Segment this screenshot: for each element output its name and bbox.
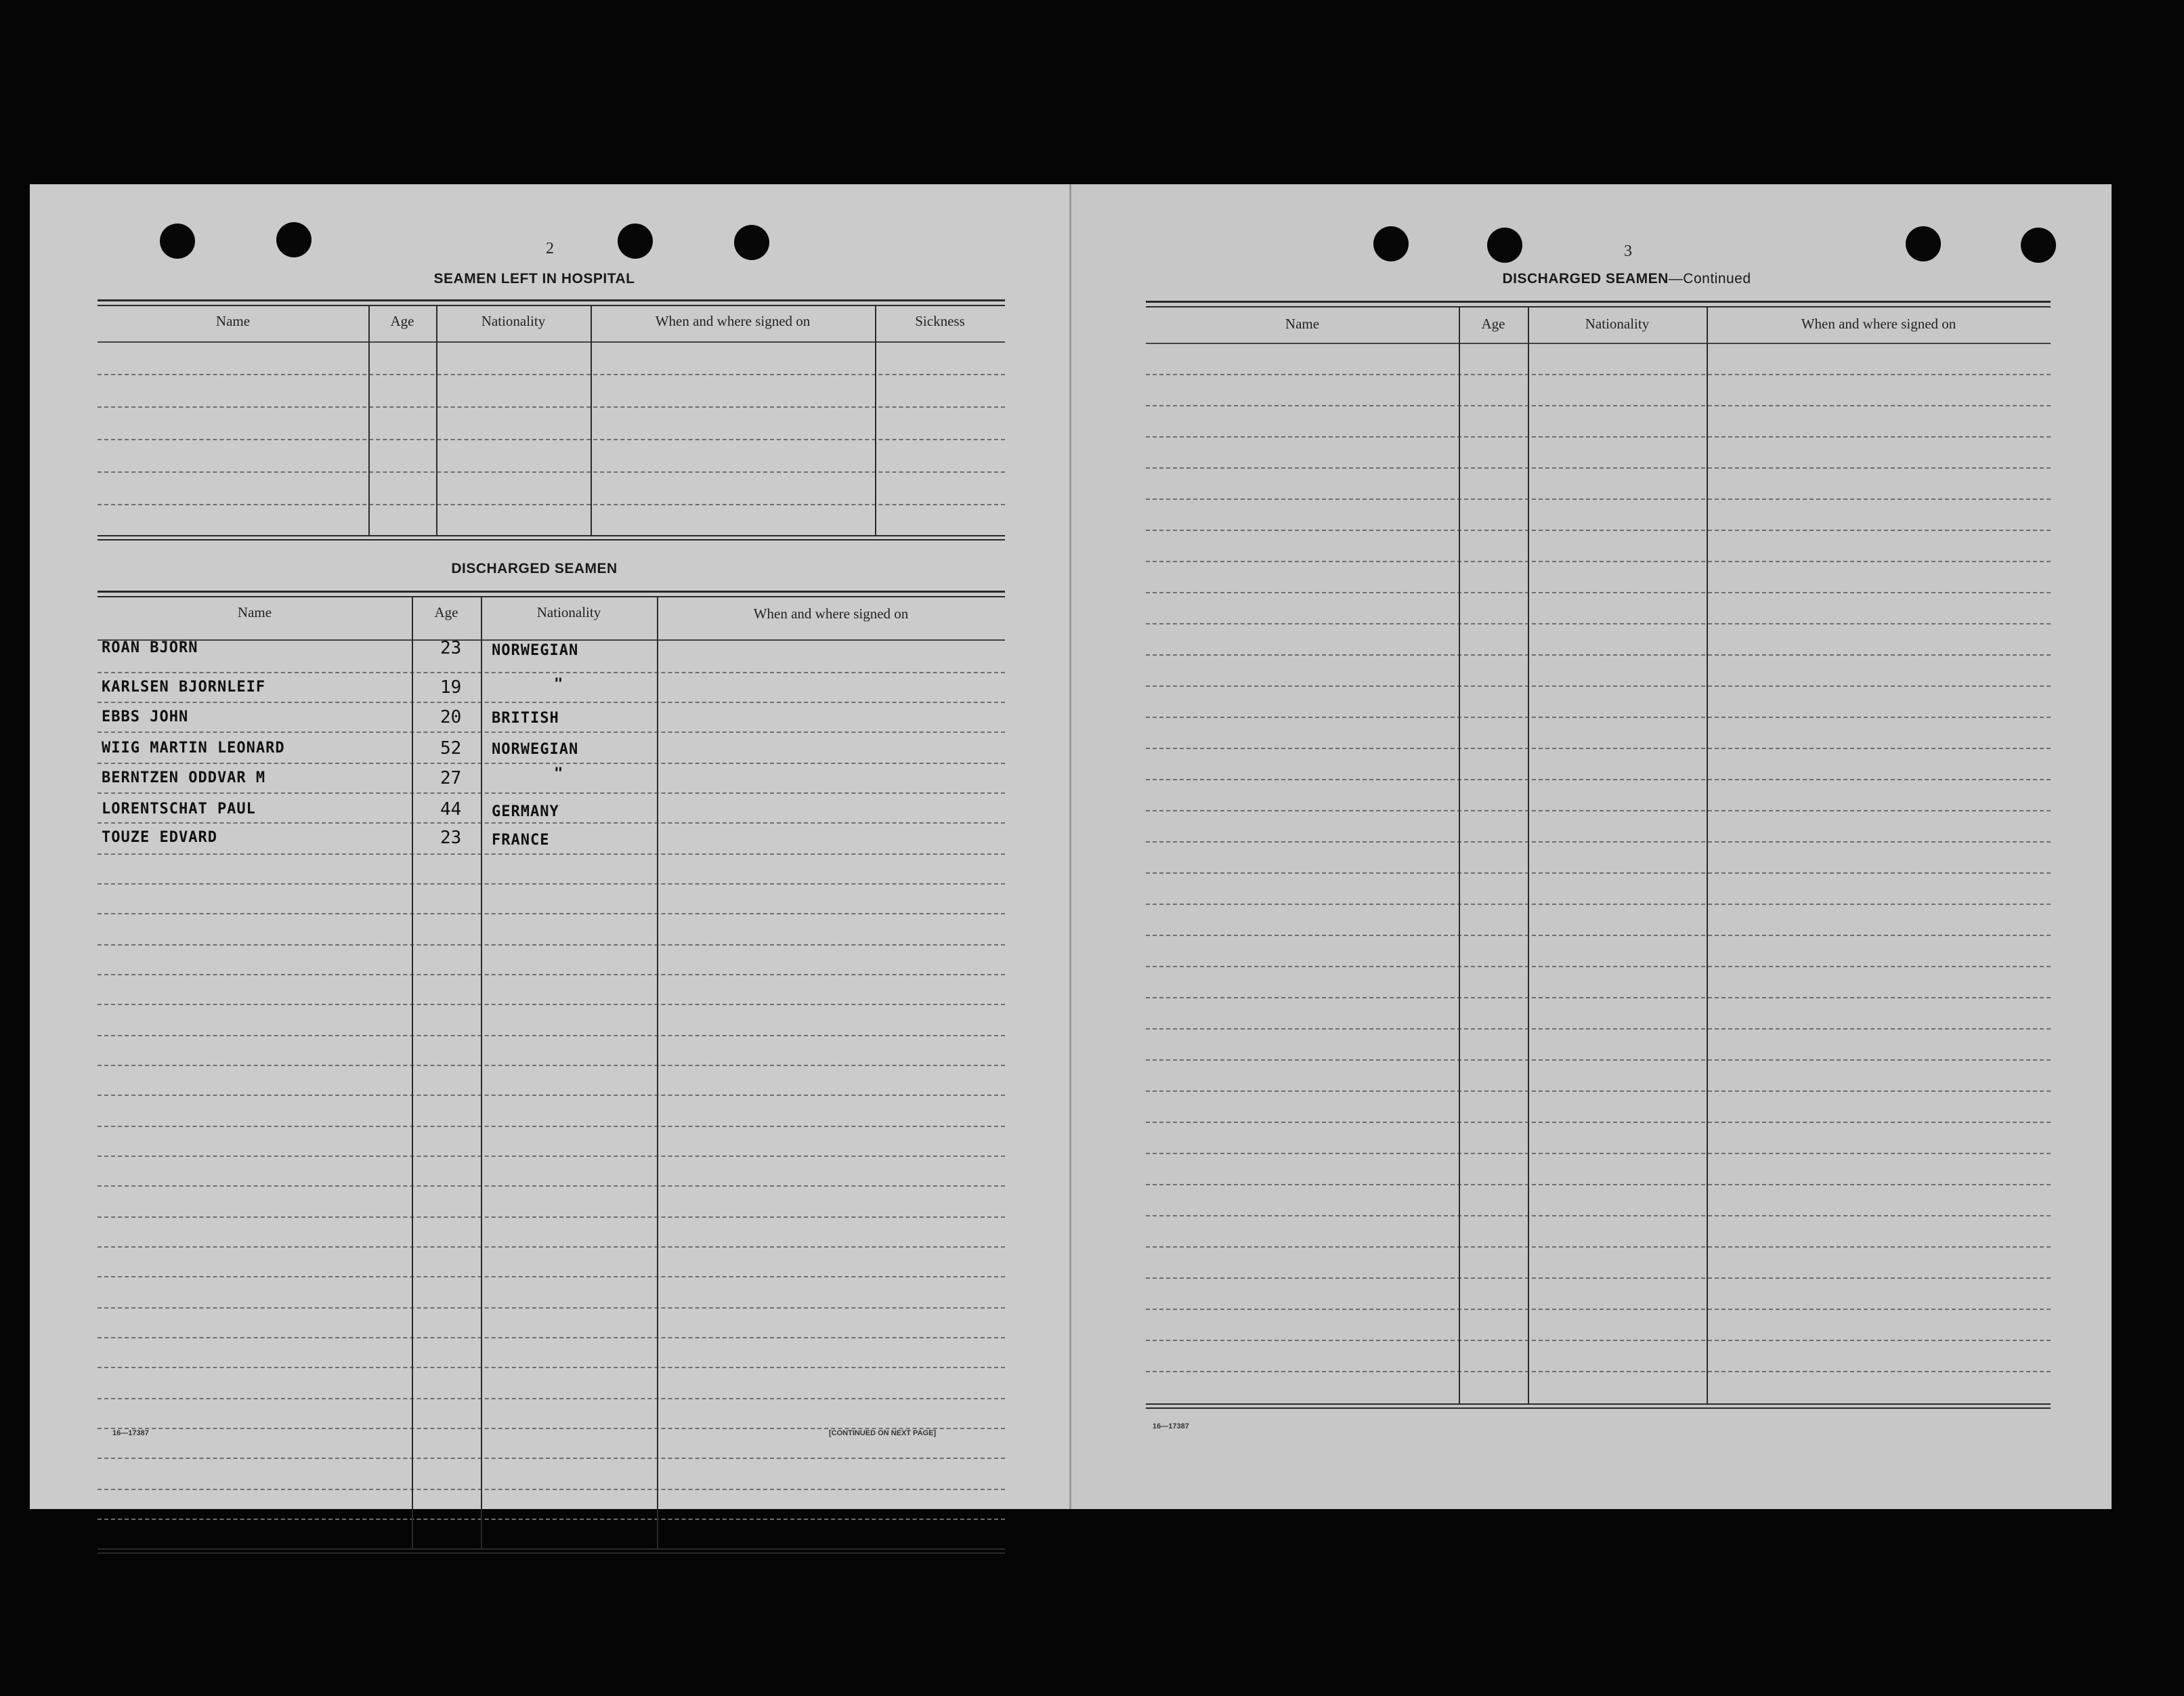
table-bottom-rule (98, 1548, 1005, 1554)
col-header-signed-on: When and where signed on (1801, 316, 1956, 332)
page-number: 2 (546, 240, 554, 257)
row-line (1146, 1371, 2051, 1372)
row-line (1146, 1246, 2051, 1248)
row-line (1146, 1153, 2051, 1154)
left-page (30, 184, 1070, 1509)
punch-hole (276, 222, 312, 257)
row-line (1146, 966, 2051, 967)
seaman-name: TOUZE EDVARD (102, 829, 217, 846)
row-line (98, 374, 1005, 375)
punch-hole (1906, 226, 1941, 261)
row-line (98, 1216, 1005, 1218)
row-line (98, 1367, 1005, 1368)
continued-note: [CONTINUED ON NEXT PAGE] (829, 1429, 937, 1437)
right-page (1071, 184, 2112, 1509)
row-line (1146, 1309, 2051, 1310)
discharged-continued-table (1146, 301, 2051, 1424)
row-line (1146, 467, 2051, 469)
table-bottom-rule (98, 535, 1005, 540)
punch-hole (160, 224, 195, 259)
col-divider (481, 596, 482, 1548)
row-line (1146, 561, 2051, 562)
row-line (98, 1065, 1005, 1066)
row-line (1146, 779, 2051, 780)
col-divider (1459, 306, 1460, 1403)
form-number: 16—17387 (112, 1429, 149, 1437)
row-line (98, 471, 1005, 473)
row-line (1146, 654, 2051, 656)
row-line (1146, 685, 2051, 687)
seaman-name: EBBS JOHN (102, 708, 189, 725)
seaman-name: WIIG MARTIN LEONARD (102, 740, 285, 757)
punch-hole (1373, 226, 1409, 261)
col-header-sickness: Sickness (915, 313, 965, 329)
row-line (1146, 1340, 2051, 1341)
row-line (1146, 717, 2051, 718)
row-line (98, 1156, 1005, 1157)
table-bottom-rule (1146, 1403, 2051, 1409)
seaman-age: 27 (440, 768, 462, 788)
row-line (98, 822, 1005, 824)
col-divider (412, 596, 413, 1548)
col-header-age: Age (390, 313, 414, 329)
row-line (1146, 436, 2051, 438)
col-divider (436, 305, 437, 535)
row-line (1146, 841, 2051, 843)
header-underline (98, 639, 1005, 641)
row-line (98, 792, 1005, 794)
seaman-name: KARLSEN BJORNLEIF (102, 679, 266, 696)
seaman-nationality: " (554, 765, 564, 782)
col-header-signed-on: When and where signed on (655, 313, 811, 329)
punch-hole (618, 224, 653, 259)
row-line (98, 732, 1005, 733)
row-line (98, 504, 1005, 505)
section-title-discharged: DISCHARGED SEAMEN (451, 561, 618, 576)
row-line (98, 1035, 1005, 1036)
row-line (98, 439, 1005, 440)
row-line (1146, 748, 2051, 749)
row-line (1146, 935, 2051, 936)
col-header-signed-on: When and where signed on (753, 606, 909, 622)
row-line (98, 763, 1005, 764)
row-line (98, 853, 1005, 855)
row-line (1146, 1090, 2051, 1092)
row-line (1146, 499, 2051, 500)
row-line (98, 1519, 1005, 1520)
section-title-continued: —Continued (1668, 271, 1751, 287)
row-line (1146, 1122, 2051, 1123)
row-line (98, 702, 1005, 703)
row-line (1146, 1059, 2051, 1061)
col-header-nationality: Nationality (1585, 316, 1650, 332)
row-line (98, 1337, 1005, 1338)
seaman-name: BERNTZEN ODDVAR M (102, 769, 266, 786)
seaman-age: 20 (440, 707, 462, 727)
row-line (98, 406, 1005, 408)
row-line (98, 883, 1005, 885)
seaman-nationality: NORWEGIAN (492, 642, 579, 659)
row-line (98, 913, 1005, 914)
section-title-discharged-continued (1153, 271, 2101, 287)
seaman-age: 52 (440, 738, 462, 759)
row-line (1146, 904, 2051, 905)
row-line (98, 1398, 1005, 1399)
seaman-age: 23 (440, 638, 462, 658)
col-divider (591, 305, 592, 535)
row-line (98, 1004, 1005, 1005)
seaman-name: ROAN BJORN (102, 639, 198, 656)
row-line (98, 1276, 1005, 1277)
col-divider (657, 596, 658, 1548)
row-line (98, 974, 1005, 975)
seaman-nationality: NORWEGIAN (492, 741, 579, 758)
row-line (98, 1489, 1005, 1490)
col-divider (1528, 306, 1529, 1403)
seaman-name: LORENTSCHAT PAUL (102, 801, 256, 818)
row-line (1146, 1184, 2051, 1185)
row-line (98, 1307, 1005, 1309)
section-title-hospital: SEAMEN LEFT IN HOSPITAL (433, 271, 635, 287)
seaman-nationality: GERMANY (492, 803, 559, 820)
col-header-name: Name (1285, 316, 1320, 332)
col-divider (368, 305, 370, 535)
punch-hole (2021, 228, 2056, 263)
punch-hole (734, 225, 769, 260)
row-line (98, 1458, 1005, 1459)
header-underline (1146, 343, 2051, 344)
seaman-nationality: FRANCE (492, 832, 550, 849)
row-line (1146, 872, 2051, 874)
col-header-age: Age (1481, 316, 1505, 332)
col-divider (875, 305, 876, 535)
row-line (1146, 530, 2051, 531)
section-title-main: DISCHARGED SEAMEN (1502, 271, 1669, 287)
col-header-nationality: Nationality (481, 313, 546, 329)
col-header-age: Age (434, 604, 458, 620)
row-line (98, 1185, 1005, 1187)
row-line (1146, 592, 2051, 593)
table-top-rule (98, 591, 1005, 597)
row-line (98, 1095, 1005, 1096)
punch-hole (1487, 228, 1522, 263)
seaman-age: 19 (440, 677, 462, 698)
seaman-nationality: BRITISH (492, 710, 559, 727)
hospital-table (98, 299, 1005, 540)
discharged-table (98, 591, 1005, 1607)
header-underline (98, 341, 1005, 343)
row-line (1146, 1277, 2051, 1279)
row-line (98, 1126, 1005, 1127)
table-top-rule (98, 299, 1005, 306)
row-line (98, 672, 1005, 673)
row-line (98, 944, 1005, 946)
row-line (1146, 1215, 2051, 1216)
row-line (1146, 405, 2051, 406)
row-line (98, 1246, 1005, 1248)
page-number: 3 (1624, 242, 1632, 260)
form-number: 16—17387 (1153, 1422, 1189, 1430)
seaman-age: 23 (440, 828, 462, 848)
row-line (1146, 810, 2051, 811)
document-paper (30, 184, 2112, 1509)
row-line (1146, 997, 2051, 998)
seaman-age: 44 (440, 799, 462, 820)
col-header-nationality: Nationality (536, 604, 601, 620)
row-line (1146, 623, 2051, 624)
table-top-rule (1146, 301, 2051, 308)
row-line (1146, 374, 2051, 375)
row-line (1146, 1028, 2051, 1030)
col-header-name: Name (215, 313, 251, 329)
col-divider (1707, 306, 1708, 1403)
col-header-name: Name (237, 604, 272, 620)
seaman-nationality: " (554, 676, 564, 693)
